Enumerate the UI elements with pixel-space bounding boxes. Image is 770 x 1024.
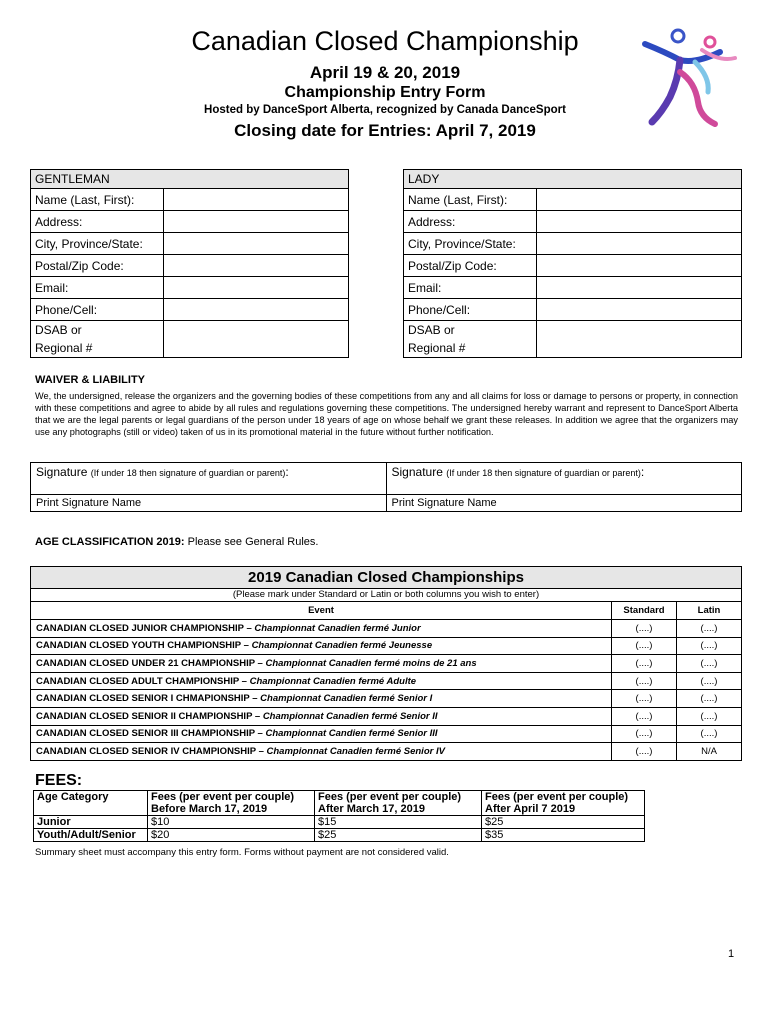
event-name [31, 637, 612, 655]
latin-checkbox[interactable]: (....) [677, 707, 742, 725]
col-standard: Standard [612, 602, 677, 620]
lady-phone-label: Phone/Cell: [404, 299, 537, 321]
latin-value: N/A [677, 743, 742, 761]
event-dash: – [252, 693, 258, 705]
fees-col-after-march-line1: Fees (per event per couple) [318, 791, 462, 803]
gent-address-field[interactable] [164, 211, 349, 233]
lady-heading: LADY [404, 170, 742, 189]
event-fr: Championnat Canadien fermé Senior II [262, 710, 438, 722]
event-dash: – [258, 745, 264, 757]
standard-checkbox[interactable]: (....) [612, 725, 677, 743]
table-row [31, 707, 742, 725]
table-row [34, 816, 645, 829]
table-row [31, 690, 742, 708]
lady-email-label: Email: [404, 277, 537, 299]
fees-col-age: Age Category [34, 791, 148, 816]
event-name [31, 620, 612, 638]
col-latin: Latin [677, 602, 742, 620]
latin-checkbox[interactable]: (....) [677, 672, 742, 690]
fee-value: $25 [482, 816, 645, 829]
event-en: CANADIAN CLOSED SENIOR II CHAMPIONSHIP [36, 710, 253, 722]
gent-phone-field[interactable] [164, 299, 349, 321]
table-row [31, 655, 742, 673]
signature-colon: : [285, 465, 289, 479]
latin-checkbox[interactable]: (....) [677, 725, 742, 743]
event-date: April 19 & 20, 2019 [309, 63, 461, 82]
event-fr: Championnat Candien fermé Senior III [265, 728, 438, 740]
fees-col-after-march-line2: After March 17, 2019 [318, 803, 425, 815]
form-subtitle: Championship Entry Form [284, 84, 486, 101]
gent-phone-label: Phone/Cell: [31, 299, 164, 321]
gent-signature-field[interactable] [31, 463, 387, 495]
latin-checkbox[interactable]: (....) [677, 620, 742, 638]
standard-checkbox[interactable]: (....) [612, 655, 677, 673]
gentleman-table [30, 169, 349, 358]
gent-address-label: Address: [31, 211, 164, 233]
gent-postal-label: Postal/Zip Code: [31, 255, 164, 277]
event-dash: – [257, 728, 263, 740]
lady-city-label: City, Province/State: [404, 233, 537, 255]
fee-category: Youth/Adult/Senior [34, 829, 148, 842]
gent-name-label: Name (Last, First): [31, 189, 164, 211]
table-row [34, 829, 645, 842]
waiver-text: We, the undersigned, release the organizers and the governing bodies of these competitions from any and all claims for loss or damage to persons or property, in connection with these competitions and agree to abide by all rules and regulations governing these competitions. The undersigned hereby warrant and represent to DanceSport Alberta that we are the legal parents or legal guardians of the person under 18 years of age on whose behalf we grant these releases. In addition we agree that the organizers may use any photographs (still or video) taken of us in its promotional material in the future without further notification. [35, 391, 738, 437]
gent-email-field[interactable] [164, 277, 349, 299]
lady-phone-field[interactable] [537, 299, 742, 321]
fees-col-before-line2: Before March 17, 2019 [151, 803, 268, 815]
lady-dsab-field[interactable] [537, 321, 742, 358]
event-fr: Championnat Canadien fermé Adulte [249, 675, 417, 687]
summary-note: Summary sheet must accompany this entry form. Forms without payment are not considered valid. [35, 847, 449, 858]
fees-col-before-line1: Fees (per event per couple) [151, 791, 295, 803]
events-title: 2019 Canadian Closed Championships [30, 566, 742, 589]
fees-heading: FEES: [35, 772, 83, 789]
event-en: CANADIAN CLOSED YOUTH CHAMPIONSHIP [36, 640, 241, 652]
signature-label: Signature [391, 465, 443, 479]
lady-dsab-line1: DSAB or [408, 323, 455, 337]
lady-address-field[interactable] [537, 211, 742, 233]
standard-checkbox[interactable]: (....) [612, 743, 677, 761]
standard-checkbox[interactable]: (....) [612, 707, 677, 725]
waiver-heading: WAIVER & LIABILITY [35, 374, 145, 386]
gent-email-label: Email: [31, 277, 164, 299]
lady-postal-field[interactable] [537, 255, 742, 277]
event-en: CANADIAN CLOSED UNDER 21 CHAMPIONSHIP [36, 657, 255, 669]
col-event: Event [31, 602, 612, 620]
age-class-label: AGE CLASSIFICATION 2019: [35, 536, 185, 548]
event-en: CANADIAN CLOSED SENIOR I CHMAPIONSHIP [36, 693, 250, 705]
event-fr: Championnat Canadien fermé moins de 21 ans [265, 657, 477, 669]
gent-city-field[interactable] [164, 233, 349, 255]
event-fr: Championnat Canadien fermé Jeunesse [251, 640, 433, 652]
event-en: CANADIAN CLOSED SENIOR III CHAMPIONSHIP [36, 728, 255, 740]
lady-postal-label: Postal/Zip Code: [404, 255, 537, 277]
lady-dsab-label [404, 321, 537, 358]
fee-value: $15 [315, 816, 482, 829]
lady-city-field[interactable] [537, 233, 742, 255]
fee-value: $35 [482, 829, 645, 842]
latin-checkbox[interactable]: (....) [677, 637, 742, 655]
age-classification [35, 536, 318, 548]
table-row [31, 672, 742, 690]
closing-date: Closing date for Entries: April 7, 2019 [234, 121, 536, 140]
lady-name-label: Name (Last, First): [404, 189, 537, 211]
standard-checkbox[interactable]: (....) [612, 620, 677, 638]
fees-col-after-april [482, 791, 645, 816]
event-fr: Championnat Canadien fermé Senior IV [266, 745, 445, 757]
lady-name-field[interactable] [537, 189, 742, 211]
gentleman-heading: GENTLEMAN [31, 170, 349, 189]
signature-table [30, 462, 742, 512]
latin-checkbox[interactable]: (....) [677, 655, 742, 673]
fees-col-after-march [315, 791, 482, 816]
page-number: 1 [728, 948, 735, 960]
event-name [31, 672, 612, 690]
standard-checkbox[interactable]: (....) [612, 637, 677, 655]
events-section [30, 566, 742, 761]
hosted-by: Hosted by DanceSport Alberta, recognized by Canada DanceSport [204, 104, 566, 116]
event-name [31, 743, 612, 761]
fees-col-after-april-line2: After April 7 2019 [485, 803, 576, 815]
signature-note: (If under 18 then signature of guardian or parent) [90, 468, 286, 478]
gent-dsab-field[interactable] [164, 321, 349, 358]
gent-postal-field[interactable] [164, 255, 349, 277]
gent-name-field[interactable] [164, 189, 349, 211]
gent-dsab-label [31, 321, 164, 358]
fees-table [33, 790, 645, 842]
table-row [31, 620, 742, 638]
gent-city-label: City, Province/State: [31, 233, 164, 255]
lady-print-name-field[interactable]: Print Signature Name [386, 495, 742, 512]
events-table [30, 601, 742, 761]
table-row [31, 743, 742, 761]
lady-dsab-line2: Regional # [408, 341, 466, 355]
table-row [31, 725, 742, 743]
event-fr: Championnat Canadien fermé Junior [254, 622, 421, 634]
gent-print-name-field[interactable]: Print Signature Name [31, 495, 387, 512]
event-name [31, 725, 612, 743]
event-dash: – [243, 640, 249, 652]
event-name [31, 655, 612, 673]
event-name [31, 707, 612, 725]
event-fr: Championnat Canadien fermé Senior I [260, 693, 433, 705]
lady-signature-field[interactable] [386, 463, 742, 495]
fee-value: $25 [315, 829, 482, 842]
table-row [31, 637, 742, 655]
fees-col-before [148, 791, 315, 816]
event-en: CANADIAN CLOSED SENIOR IV CHAMPIONSHIP [36, 745, 256, 757]
fee-value: $10 [148, 816, 315, 829]
fees-col-after-april-line1: Fees (per event per couple) [485, 791, 629, 803]
lady-email-field[interactable] [537, 277, 742, 299]
gent-dsab-line2: Regional # [35, 341, 93, 355]
latin-checkbox[interactable]: (....) [677, 690, 742, 708]
form-title: Canadian Closed Championship [191, 26, 579, 56]
event-dash: – [246, 622, 252, 634]
event-name [31, 690, 612, 708]
signature-note: (If under 18 then signature of guardian or parent) [446, 468, 641, 478]
signature-label: Signature [36, 465, 88, 479]
dancers-logo-icon [640, 22, 740, 132]
event-en: CANADIAN CLOSED JUNIOR CHAMPIONSHIP [36, 622, 244, 634]
standard-checkbox[interactable]: (....) [612, 672, 677, 690]
lady-address-label: Address: [404, 211, 537, 233]
lady-table [403, 169, 742, 358]
events-subtitle: (Please mark under Standard or Latin or both columns you wish to enter) [30, 589, 742, 601]
fee-category: Junior [34, 816, 148, 829]
event-en: CANADIAN CLOSED ADULT CHAMPIONSHIP [36, 675, 240, 687]
event-dash: – [254, 710, 261, 722]
gent-dsab-line1: DSAB or [35, 323, 82, 337]
age-class-text: Please see General Rules. [187, 536, 319, 548]
event-dash: – [257, 657, 263, 669]
standard-checkbox[interactable]: (....) [612, 690, 677, 708]
fee-value: $20 [148, 829, 315, 842]
signature-colon: : [640, 465, 645, 479]
event-dash: – [241, 675, 247, 687]
